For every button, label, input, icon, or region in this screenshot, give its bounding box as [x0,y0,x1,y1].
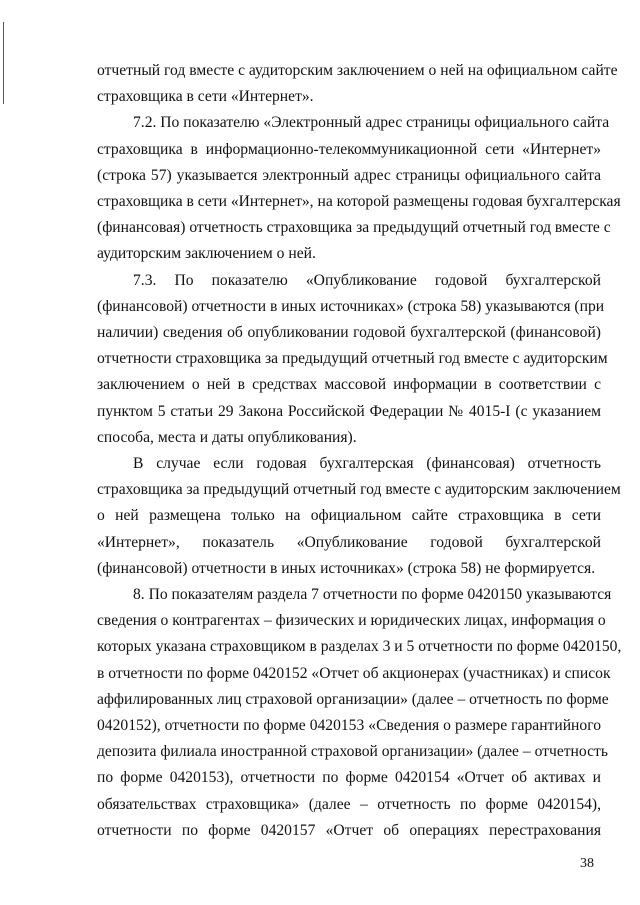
paragraph-0 [97,58,618,110]
text-line: (строка 57) указывается электронный адрес страницы официального сайта [97,166,601,184]
text-line: которых указана страховщиком в разделах 3 и 5 отчетности по форме 0420150, [97,638,622,656]
text-line: пунктом 5 статьи 29 Закона Российской Федерации № 4015-I (с указанием [97,402,601,420]
document-body [97,58,622,844]
text-line: способа, места и даты опубликования). [97,428,357,446]
text-line: о ней размещена только на официальном сайте страховщика в сети [97,507,601,525]
text-line: (финансовая) отчетность страховщика за предыдущий отчетный год вместе с [97,219,611,237]
text-line: отчетности страховщика за предыдущий отчетный год вместе с аудиторским [97,350,608,368]
text-line: 7.3. По показателю «Опубликование годовой бухгалтерской [133,271,601,289]
paragraph-7-3 [97,268,608,451]
text-line: сведения о контрагентах – физических и юридических лицах, информация о [97,612,606,630]
paragraph-7-2 [97,110,621,267]
text-line: (финансовой) отчетности в иных источниках» (строка 58) не формируется. [97,559,596,577]
text-line: в отчетности по форме 0420152 «Отчет об акционерах (участниках) и список [97,664,611,682]
text-line: заключением о ней в средствах массовой информации в соответствии с [97,376,601,394]
text-line: 0420152), отчетности по форме 0420153 «Сведения о размере гарантийного [97,717,601,735]
paragraph-8 [97,582,622,844]
text-line: отчетный год вместе с аудиторским заключением о ней на официальном сайте [97,62,618,79]
text-line: обязательствах страховщика» (далее – отчетность по форме 0420154), [97,795,601,813]
text-line: страховщика в сети «Интернет», на которой размещены годовая бухгалтерская [97,193,621,211]
text-line: отчетности по форме 0420157 «Отчет об операциях перестрахования [97,821,601,839]
text-line: 7.2. По показателю «Электронный адрес страницы официального сайта [133,114,610,132]
text-line: по форме 0420153), отчетности по форме 0420154 «Отчет об активах и [97,769,601,787]
page-edge-line [3,22,4,104]
text-line: (финансовой) отчетности в иных источниках» (строка 58) указываются (при [97,297,605,315]
paragraph-case [97,451,621,582]
text-line: страховщика в информационно-телекоммуникационной сети «Интернет» [97,140,601,158]
text-line: аудиторским заключением о ней. [97,245,316,263]
text-line: депозита филиала иностранной страховой организации» (далее – отчетность [97,743,608,761]
text-line: аффилированных лиц страховой организации» (далее – отчетность по форме [97,690,609,708]
text-line: страховщика за предыдущий отчетный год вместе с аудиторским заключением [97,481,621,499]
text-line: «Интернет», показатель «Опубликование годовой бухгалтерской [97,533,601,551]
text-line: В случае если годовая бухгалтерская (финансовая) отчетность [133,455,601,473]
text-line: 8. По показателям раздела 7 отчетности по форме 0420150 указываются [133,586,612,604]
text-line: страховщика в сети «Интернет». [97,88,314,106]
page-number: 38 [580,856,594,871]
text-line: наличии) сведения об опубликовании годовой бухгалтерской (финансовой) [97,324,601,342]
